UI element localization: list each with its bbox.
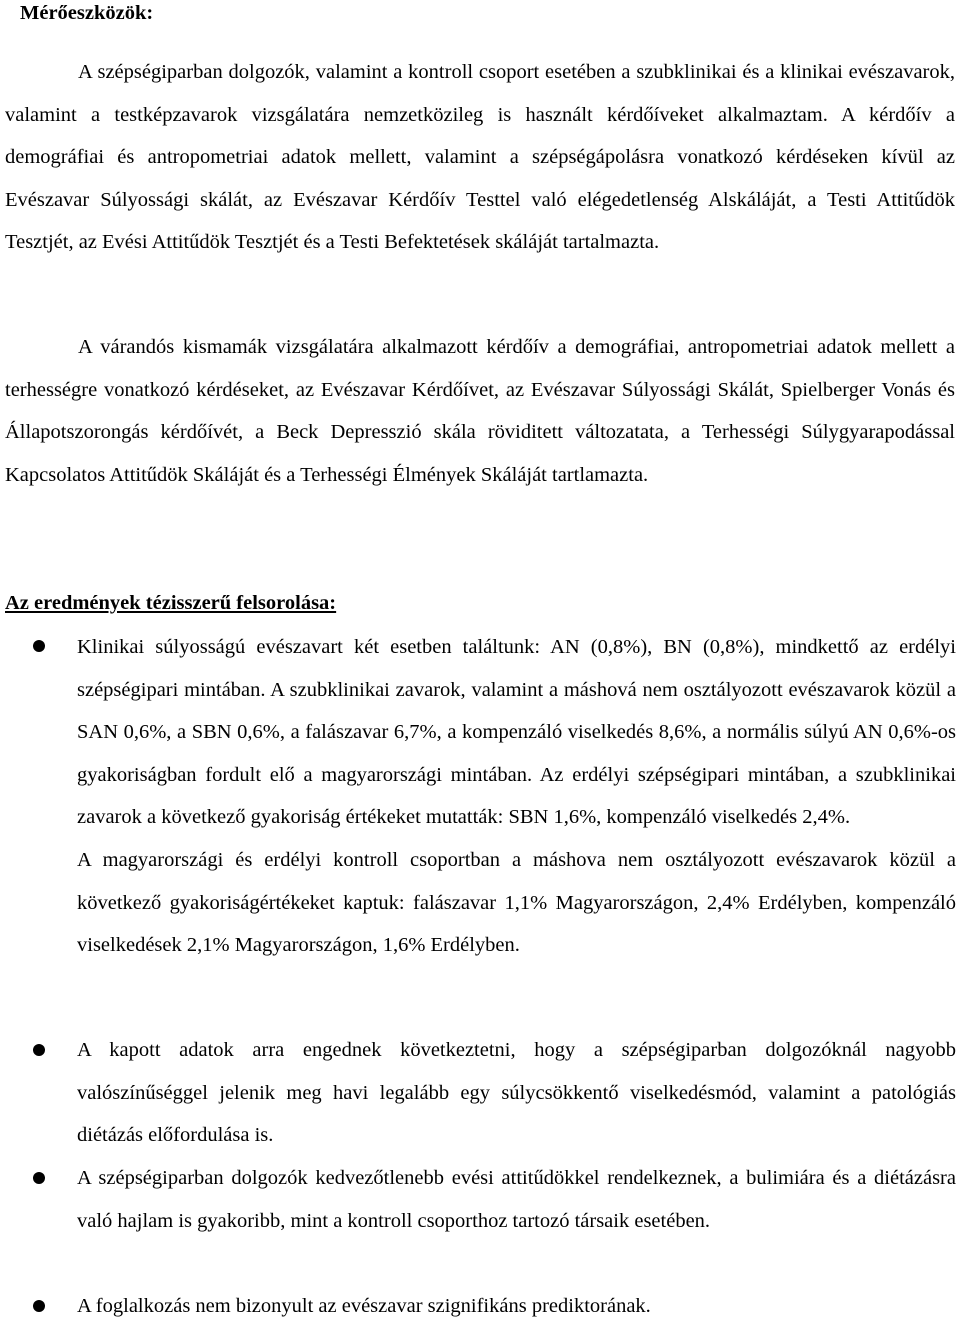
list-item-text [77,1157,956,1242]
bullet-icon [33,1300,45,1312]
results-heading: Az eredmények tézisszerű felsorolása: [5,592,337,614]
list-item-text [77,1285,956,1328]
list-item-text [77,1029,956,1157]
list-item-paragraph: Klinikai súlyosságú evészavart két esetben találtunk: AN (0,8%), BN (0,8%), mindkettő az erdélyi szépségipari mintában. A szubklinikai zavarok, valamint a máshová nem osztályozott evészavarok közül a SAN 0,6%, a SBN 0,6%, a falászavar 6,7%, a kompenzáló viselkedés 8,6%, a normális súlyú AN 0,6%-os gyakoriságban fordult elő a magyarországi mintában. Az erdélyi szépségipari mintában, a szubklinikai zavarok a következő gyakoriság értékeket mutatták: SBN 1,6%, kompenzáló viselkedés 2,4%. [77,636,956,829]
bullet-icon [33,640,45,652]
methods-paragraph-1: A szépségiparban dolgozók, valamint a kontroll csoport esetében a szubklinikai és a klinikai evészavarok, valamint a testképzavarok vizsgálatára nemzetközileg is használt kérdőíveket alkalmaztam. A kérdőív a demográfiai és antropometriai adatok mellett, valamint a szépségápolásra vonatkozó kérdéseken kívül az Evészavar Súlyossági skálát, az Evészavar Kérdőív Testtel való elégedetlenség Alskáláját, a Testi Attitűdök Tesztjét, az Evési Attitűdök Tesztjét és a Testi Befektetések skáláját tartalmazta. [5,61,955,254]
list-item-paragraph: A kapott adatok arra engednek következtetni, hogy a szépségiparban dolgozóknál nagyobb valószínűséggel jelenik meg havi legalább egy súlycsökkentő viselkedésmód, valamint a patológiás diétázás előfordulása is. [77,1039,956,1147]
list-item-text [77,626,956,967]
methods-paragraph-2: A várandós kismamák vizsgálatára alkalmazott kérdőív a demográfiai, antropometriai adatok mellett a terhességre vonatkozó kérdéseket, az Evészavar Kérdőívet, az Evészavar Súlyossági Skálát, Spielberger Vonás és Állapotszorongás kérdőívét, a Beck Depresszió skála röviditett változatata, a Terhességi Súlygyarapodással Kapcsolatos Attitűdök Skáláját és a Terhességi Élmények Skáláját tartlamazta. [5,336,955,486]
section-heading: Mérőeszközök: [20,2,154,24]
list-item-paragraph: A magyarországi és erdélyi kontroll csoportban a máshova nem osztályozott evészavarok közül a következő gyakoriságértékeket kaptuk: falászavar 1,1% Magyarországon, 2,4% Erdélyben, kompenzáló viselkedések 2,1% Magyarországon, 1,6% Erdélyben. [77,848,956,957]
bullet-icon [33,1044,45,1056]
list-item-paragraph: A szépségiparban dolgozók kedvezőtlenebb evési attitűdökkel rendelkeznek, a bulimiára és a diétázásra való hajlam is gyakoribb, mint a kontroll csoporthoz tartozó társaik esetében. [77,1167,956,1232]
list-item-paragraph: A foglalkozás nem bizonyult az evészavar szignifikáns prediktorának. [77,1295,651,1317]
bullet-icon [33,1172,45,1184]
